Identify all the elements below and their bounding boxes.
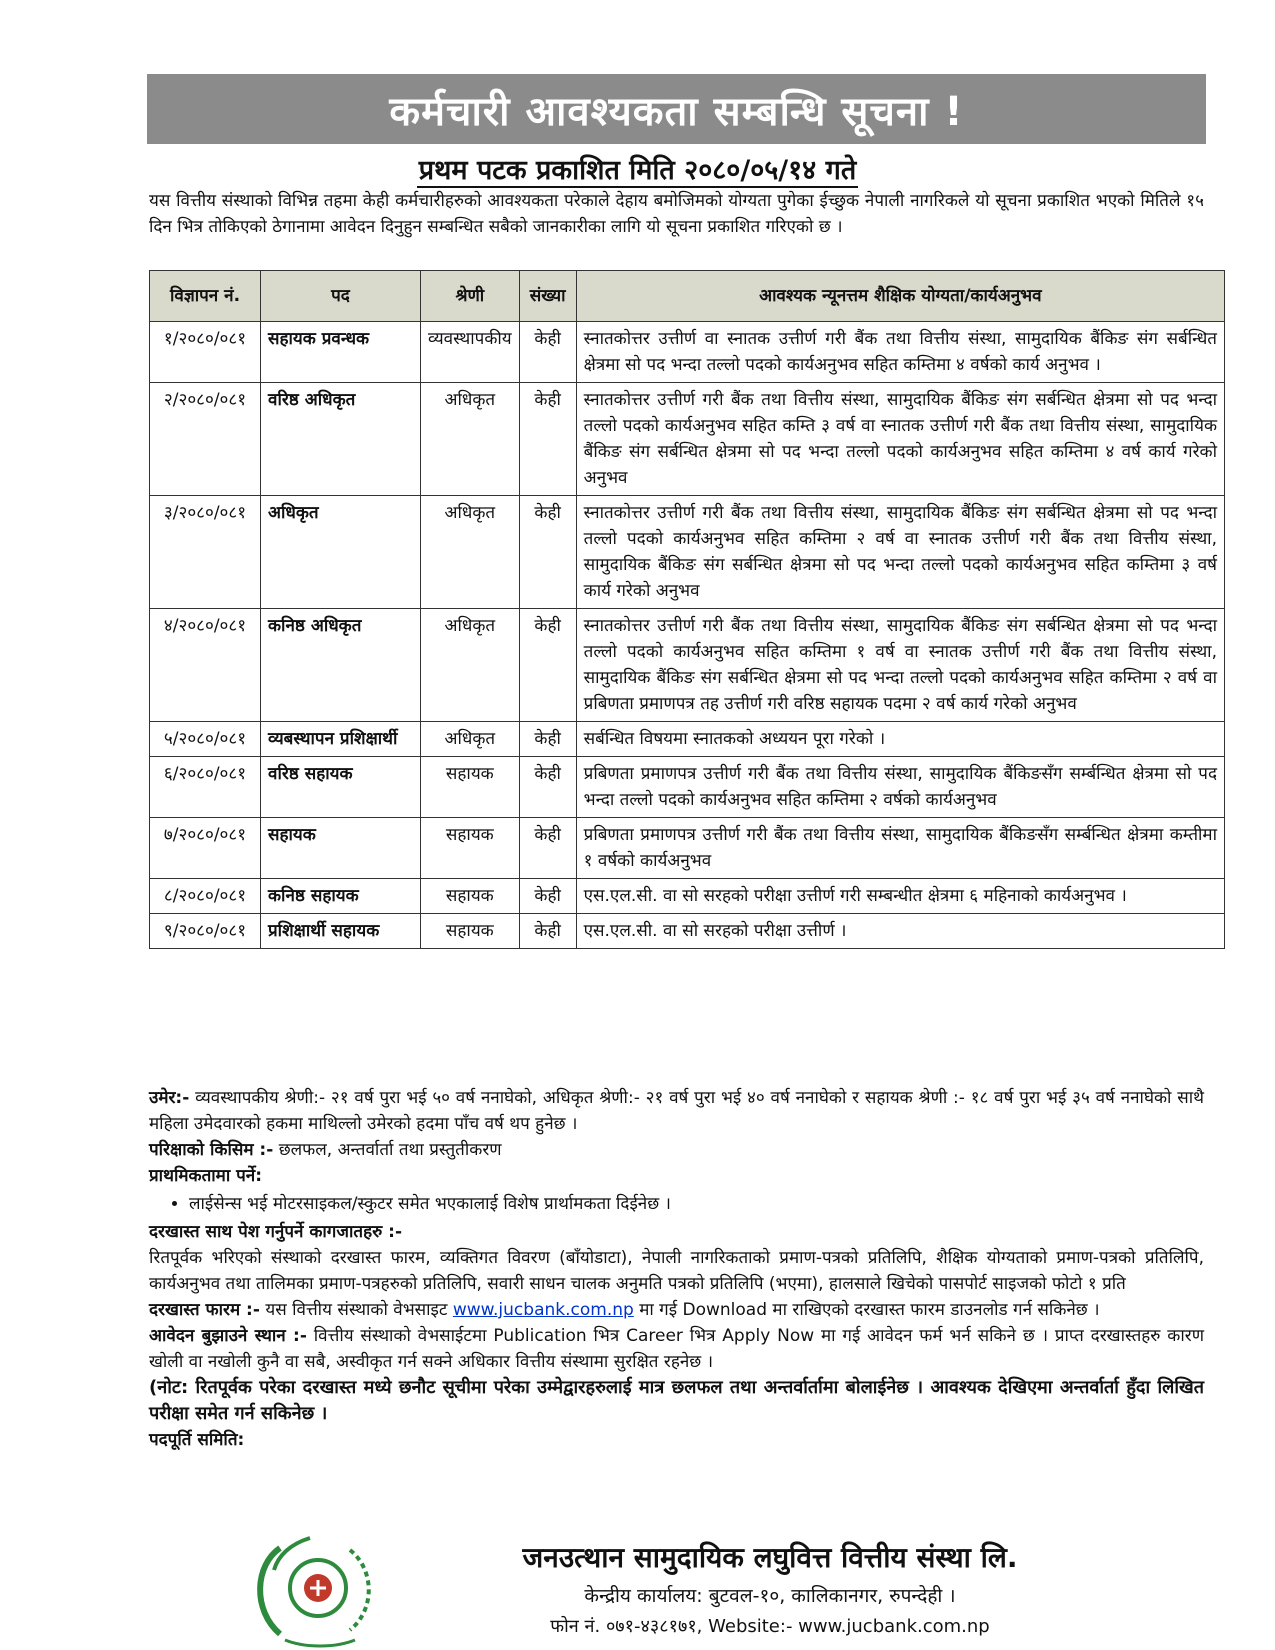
form-text-before: यस वित्तीय संस्थाको वेभसाइट — [265, 1300, 448, 1320]
submit-label: आवेदन बुझाउने स्थान :- — [149, 1326, 307, 1346]
ad-number: २/२०८०/०८१ — [150, 383, 261, 496]
qualification: एस.एल.सी. वा सो सरहको परीक्षा उत्तीर्ण गरी सम्बन्धीत क्षेत्रमा ६ महिनाको कार्यअनुभव । — [576, 879, 1224, 914]
footer — [240, 1530, 1220, 1650]
grade: व्यवस्थापकीय — [421, 322, 520, 383]
qualification: स्नातकोत्तर उत्तीर्ण गरी बैंक तथा वित्तीय संस्था, सामुदायिक बैंकिङ संग सर्बन्धित क्षेत्रमा सो पद भन्दा तल्लो पदको कार्यअनुभव सहित कम्तिमा २ वर्ष वा स्नातक उत्तीर्ण गरी बैंक तथा वित्तीय संस्था, सामुदायिक बैंकिङ संग सर्बन्धित क्षेत्रमा सो पद भन्दा तल्लो पदको कार्यअनुभव सहित कम्तिमा ३ वर्ष कार्य गरेको अनुभव — [576, 496, 1224, 609]
header-grade: श्रेणी — [421, 271, 520, 322]
table-row — [150, 722, 1225, 757]
notice-title: कर्मचारी आवश्यकता सम्बन्धि सूचना ! — [389, 88, 964, 135]
post-name: कनिष्ठ अधिकृत — [261, 609, 421, 722]
exam-label: परिक्षाको किसिम :- — [149, 1140, 274, 1160]
post-name: अधिकृत — [261, 496, 421, 609]
submit-section — [149, 1323, 1204, 1375]
qualification: स्नातकोत्तर उत्तीर्ण गरी बैंक तथा वित्तीय संस्था, सामुदायिक बैंकिङ संग सर्बन्धित क्षेत्रमा सो पद भन्दा तल्लो पदको कार्यअनुभव सहित कम्ति ३ वर्ष वा स्नातक उत्तीर्ण गरी बैंक तथा वित्तीय संस्था, सामुदायिक बैंकिङ संग सर्बन्धित क्षेत्रमा सो पद भन्दा तल्लो पदको कार्यअनुभव सहित कम्तिमा ४ वर्ष कार्य गरेको अनुभव — [576, 383, 1224, 496]
organization-contact: फोन नं. ०७१-४३८१७१, Website:- www.jucbank.com.np — [550, 1616, 990, 1637]
priority-label: प्राथमिकतामा पर्ने: — [149, 1166, 263, 1186]
post-name: प्रशिक्षार्थी सहायक — [261, 914, 421, 949]
qualification: प्रबिणता प्रमाणपत्र उत्तीर्ण गरी बैंक तथा वित्तीय संस्था, सामुदायिक बैंकिङसँग सर्म्बन्धित क्षेत्रमा कम्तीमा १ वर्षको कार्यअनुभव — [576, 818, 1224, 879]
count: केही — [519, 322, 576, 383]
ad-number: ८/२०८०/०८१ — [150, 879, 261, 914]
table-row — [150, 914, 1225, 949]
table-row — [150, 383, 1225, 496]
organization-name: जनउत्थान सामुदायिक लघुवित्त वित्तीय संस्था लि. — [522, 1541, 1018, 1574]
notice-details — [149, 1085, 1204, 1453]
organization-logo-icon — [240, 1530, 390, 1650]
grade: अधिकृत — [421, 496, 520, 609]
age-text: व्यवस्थापकीय श्रेणी:- २१ वर्ष पुरा भई ५० वर्ष ननाघेको, अधिकृत श्रेणी:- २१ वर्ष पुरा भई ४० वर्ष ननाघेको र सहायक श्रेणी :- १८ वर्ष पुरा भई ३५ वर्ष ननाघेको साथै महिला उमेदवारको हकमा माथिल्लो उमेरको हदमा पाँच वर्ष थप हुनेछ । — [149, 1088, 1204, 1134]
table-row — [150, 496, 1225, 609]
website-link[interactable]: www.jucbank.com.np — [452, 1300, 634, 1320]
organization-address: केन्द्रीय कार्यालय: बुटवल-१०, कालिकानगर, रुपन्देही । — [584, 1585, 956, 1607]
qualification: स्नातकोत्तर उत्तीर्ण गरी बैंक तथा वित्तीय संस्था, सामुदायिक बैंकिङ संग सर्बन्धित क्षेत्रमा सो पद भन्दा तल्लो पदको कार्यअनुभव सहित कम्तिमा १ वर्ष वा स्नातक उत्तीर्ण गरी बैंक तथा वित्तीय संस्था, सामुदायिक बैंकिङ संग सर्बन्धित क्षेत्रमा सो पद भन्दा तल्लो पदको कार्यअनुभव सहित कम्तिमा २ वर्ष वा प्रबिणता प्रमाणपत्र तह उत्तीर्ण गरी वरिष्ठ सहायक पदमा २ वर्ष कार्य गरेको अनुभव — [576, 609, 1224, 722]
post-name: सहायक — [261, 818, 421, 879]
qualification: प्रबिणता प्रमाणपत्र उत्तीर्ण गरी बैंक तथा वित्तीय संस्था, सामुदायिक बैंकिङसँग सर्म्बन्धित क्षेत्रमा सो पद भन्दा तल्लो पदको कार्यअनुभव सहित कम्तिमा २ वर्षको कार्यअनुभव — [576, 757, 1224, 818]
vacancy-table-header — [150, 271, 1225, 322]
documents-label: दरखास्त साथ पेश गर्नुपर्ने कागजातहरु :- — [149, 1222, 403, 1242]
exam-section — [149, 1137, 1204, 1163]
grade: अधिकृत — [421, 722, 520, 757]
ad-number: ६/२०८०/०८१ — [150, 757, 261, 818]
ad-number: १/२०८०/०८१ — [150, 322, 261, 383]
header-qualification: आवश्यक न्यूनत्तम शैक्षिक योग्यता/कार्यअनुभव — [576, 271, 1224, 322]
count: केही — [519, 609, 576, 722]
grade: सहायक — [421, 914, 520, 949]
committee-label: पदपूर्ति समिति: — [149, 1430, 245, 1450]
header-count: संख्या — [519, 271, 576, 322]
table-row — [150, 322, 1225, 383]
post-name: सहायक प्रवन्धक — [261, 322, 421, 383]
post-name: कनिष्ठ सहायक — [261, 879, 421, 914]
notice-title-banner — [147, 74, 1206, 144]
grade: सहायक — [421, 757, 520, 818]
submit-text: वित्तीय संस्थाको वेभसाईटमा Publication भित्र Career भित्र Apply Now मा गई आवेदन फर्म भर्न सकिने छ । प्राप्त दरखास्तहरु कारण खोली वा नखोली कुनै वा सबै, अस्वीकृत गर्न सक्ने अधिकार वित्तीय संस्थामा सुरक्षित रहनेछ । — [149, 1326, 1205, 1372]
qualification: एस.एल.सी. वा सो सरहको परीक्षा उत्तीर्ण । — [576, 914, 1224, 949]
age-label: उमेर:- — [149, 1088, 190, 1108]
vacancy-table — [149, 270, 1225, 949]
form-section — [149, 1297, 1204, 1323]
priority-section — [149, 1163, 1204, 1189]
qualification: स्नातकोत्तर उत्तीर्ण वा स्नातक उत्तीर्ण गरी बैंक तथा वित्तीय संस्था, सामुदायिक बैंकिङ संग सर्बन्धित क्षेत्रमा सो पद भन्दा तल्लो पदको कार्यअनुभव सहित कम्तिमा ४ वर्षको कार्य अनुभव । — [576, 322, 1224, 383]
count: केही — [519, 757, 576, 818]
note-text: (नोट: रितपूर्वक परेका दरखास्त मध्ये छनौट सूचीमा परेका उम्मेद्वारहरुलाई मात्र छलफल तथा अन्तर्वार्तामा बोलाईनेछ । आवश्यक देखिएमा अन्तर्वार्ता हुँदा लिखित परीक्षा समेत गर्न सकिनेछ । — [149, 1377, 1204, 1424]
grade: सहायक — [421, 818, 520, 879]
publication-date-line — [0, 150, 1275, 187]
header-post: पद — [261, 271, 421, 322]
table-row — [150, 609, 1225, 722]
count: केही — [519, 914, 576, 949]
count: केही — [519, 383, 576, 496]
intro-paragraph: यस वित्तीय संस्थाको विभिन्न तहमा केही कर्मचारीहरुको आवश्यकता परेकाले देहाय बमोजिमको योग्यता पुगेका ईच्छुक नेपाली नागरिकले यो सूचना प्रकाशित भएको मितिले १५ दिन भित्र तोकिएको ठेगानामा आवेदन दिनुहुन सम्बन्धित सबैको जानकारीका लागि यो सूचना प्रकाशित गरिएको छ । — [149, 191, 1204, 237]
documents-section — [149, 1219, 1204, 1245]
list-item: • लाईसेन्स भई मोटरसाइकल/स्कुटर समेत भएकालाई विशेष प्रार्थामकता दिईनेछ । — [189, 1191, 1204, 1217]
documents-text: रितपूर्वक भरिएको संस्थाको दरखास्त फारम, व्यक्तिगत विवरण (बाँयोडाटा), नेपाली नागरिकताको प्रमाण-पत्रको प्रतिलिपि, शैक्षिक योग्यताको प्रमाण-पत्रको प्रतिलिपि, कार्यअनुभव तथा तालिमका प्रमाण-पत्रहरुको प्रतिलिपि, सवारी साधन चालक अनुमति पत्रको प्रतिलिपि (भएमा), हालसाले खिचेको पासपोर्ट साइजको फोटो १ प्रति — [149, 1248, 1204, 1294]
header-ad-no: विज्ञापन नं. — [150, 271, 261, 322]
grade: सहायक — [421, 879, 520, 914]
post-name: वरिष्ठ सहायक — [261, 757, 421, 818]
form-text-after: मा गई Download मा राखिएको दरखास्त फारम डाउनलोड गर्न सकिनेछ । — [639, 1300, 1100, 1320]
grade: अधिकृत — [421, 609, 520, 722]
table-row — [150, 818, 1225, 879]
count: केही — [519, 818, 576, 879]
count: केही — [519, 496, 576, 609]
ad-number: ३/२०८०/०८१ — [150, 496, 261, 609]
exam-text: छलफल, अन्तर्वार्ता तथा प्रस्तुतीकरण — [278, 1140, 502, 1160]
ad-number: ४/२०८०/०८१ — [150, 609, 261, 722]
table-row — [150, 879, 1225, 914]
ad-number: ९/२०८०/०८१ — [150, 914, 261, 949]
form-label: दरखास्त फारम :- — [149, 1300, 260, 1320]
age-section — [149, 1085, 1204, 1137]
qualification: सर्बन्धित विषयमा स्नातकको अध्ययन पूरा गरेको । — [576, 722, 1224, 757]
publication-date: प्रथम पटक प्रकाशित मिति २०८०/०५/१४ गते — [418, 155, 857, 186]
count: केही — [519, 722, 576, 757]
grade: अधिकृत — [421, 383, 520, 496]
priority-list — [189, 1191, 1204, 1217]
table-row — [150, 757, 1225, 818]
ad-number: ७/२०८०/०८१ — [150, 818, 261, 879]
ad-number: ५/२०८०/०८१ — [150, 722, 261, 757]
count: केही — [519, 879, 576, 914]
post-name: व्यबस्थापन प्रशिक्षार्थी — [261, 722, 421, 757]
post-name: वरिष्ठ अधिकृत — [261, 383, 421, 496]
